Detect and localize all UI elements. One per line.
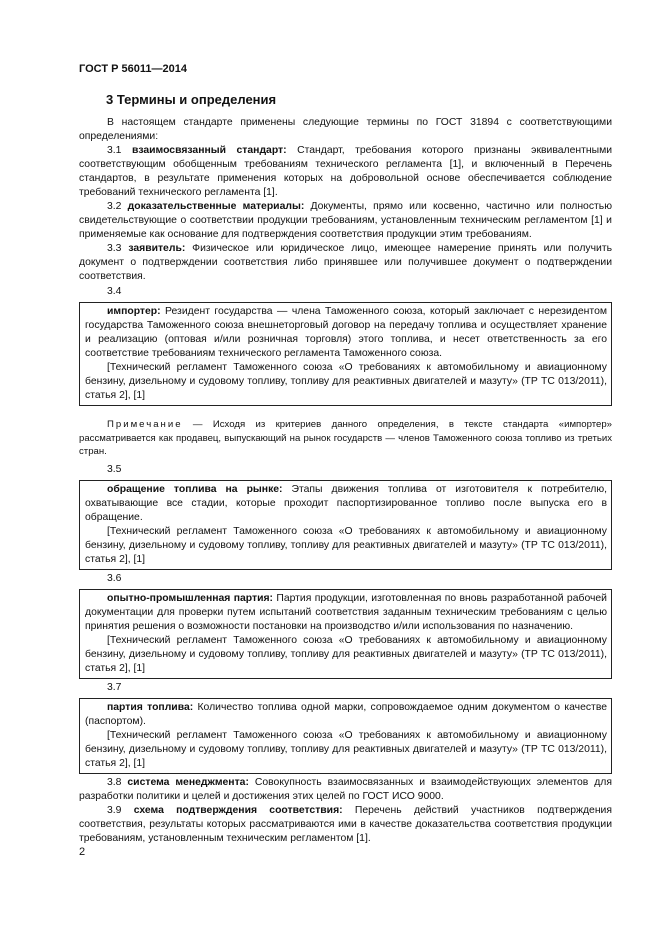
note-text: — Исходя из критериев данного определения, в тексте стандарта «импортер» рассматривается как продавец, выпускающий на рынок государств — членов Таможенного союза топливо из третьих стран. bbox=[79, 419, 612, 457]
term-name: партия топлива: bbox=[107, 701, 194, 713]
term-name: система менеджмента: bbox=[127, 776, 249, 788]
term-number: 3.1 bbox=[107, 145, 122, 156]
term-reference: [Технический регламент Таможенного союза «О требованиях к автомобильному и авиационному бензину, дизельному и судовому топливу, топливу для реактивных двигателей и мазуту» (ТР ТС 013/2011), статья 2], [1] bbox=[85, 362, 607, 401]
term-definition: Количество топлива одной марки, сопровождаемое одним документом о качестве (паспортом). bbox=[85, 701, 607, 727]
section-title: 3 Термины и определения bbox=[106, 92, 277, 107]
term-name: заявитель: bbox=[128, 243, 186, 254]
term-reference: [Технический регламент Таможенного союза «О требованиях к автомобильному и авиационному бензину, дизельному и судовому топливу, топливу для реактивных двигателей и мазуту» (ТР ТС 013/2011), статья 2], [1] bbox=[85, 634, 607, 674]
term-number-3-7: 3.7 bbox=[107, 681, 122, 693]
term-3-5 bbox=[85, 483, 607, 525]
term-definition: Партия продукции, изготовленная по вновь разработанной рабочей документации для проверки путем испытаний соответствия заданным техническим требованиям с целью принятия решения о возможности постановки на производство и/или использования по назначению. bbox=[85, 592, 607, 632]
term-number: 3.2 bbox=[107, 201, 122, 212]
section-intro: В настоящем стандарте применены следующие термины по ГОСТ 31894 с соответствующими определениями: bbox=[79, 117, 612, 142]
term-definition: Физическое или юридическое лицо, имеющее намерение принять или получить документ о подтверждении соответствия либо принявшее или получившее документ о подтверждении соответствия. bbox=[79, 243, 612, 282]
term-number: 3.3 bbox=[107, 243, 122, 254]
note-label: Примечание bbox=[107, 419, 183, 430]
term-number: 3.8 bbox=[107, 776, 122, 788]
term-name: схема подтверждения соответствия: bbox=[133, 804, 343, 816]
term-definition: Этапы движения топлива от изготовителя к потребителю, охватывающие все стадии, которые проходит паспортизированное топливо после выпуска его в обращение. bbox=[85, 483, 607, 523]
term-definition: Резидент государства — члена Таможенного союза, который заключает с нерезидентом государства Таможенного союза внешнеторговый договор на передачу топлива и осуществляет хранение и реализацию (оптовая и/или розничная торговля) этого топлива, и несет ответственность за его соответствие требованиям технического регламента Таможенного союза. bbox=[85, 306, 607, 359]
term-name: импортер: bbox=[107, 306, 161, 317]
term-3-6 bbox=[85, 592, 607, 634]
term-definition: Стандарт, требования которого признаны эквивалентными соответствующим обобщенным требованиям технического регламента [1], и включенный в Перечень стандартов, в результате применения которых на добровольной основе обеспечивается соблюдение требований технического регламента [1]. bbox=[79, 145, 613, 198]
term-3-2 bbox=[79, 200, 612, 242]
note-3-4 bbox=[79, 418, 612, 459]
term-definition: Перечень действий участников подтверждения соответствия, результаты которых рассматриваются ими в качестве доказательства соответствия продукции требованиям, установленным техническим регламентом [1]. bbox=[79, 804, 612, 844]
term-name: опытно-промышленная партия: bbox=[107, 592, 273, 604]
term-number-3-5: 3.5 bbox=[107, 463, 122, 475]
term-3-1 bbox=[79, 144, 612, 200]
term-reference: [Технический регламент Таможенного союза «О требованиях к автомобильному и авиационному бензину, дизельному и судовому топливу, топливу для реактивных двигателей и мазуту» (ТР ТС 013/2011), статья 2], [1] bbox=[85, 525, 607, 565]
document-header: ГОСТ Р 56011—2014 bbox=[79, 63, 187, 75]
term-box-3-5 bbox=[79, 480, 612, 570]
term-box-3-6 bbox=[79, 589, 612, 679]
term-reference: [Технический регламент Таможенного союза «О требованиях к автомобильному и авиационному бензину, дизельному и судовому топливу, топливу для реактивных двигателей и мазуту» (ТР ТС 013/2011), статья 2], [1] bbox=[85, 729, 607, 769]
term-box-3-7 bbox=[79, 698, 612, 774]
term-name: взаимосвязанный стандарт: bbox=[131, 145, 287, 156]
term-number-3-4: 3.4 bbox=[107, 286, 122, 297]
term-3-9 bbox=[79, 804, 612, 846]
term-definition: Совокупность взаимосвязанных и взаимодействующих элементов для разработки политики и целей и достижения этих целей по ГОСТ ИСО 9000. bbox=[79, 776, 612, 802]
term-name: доказательственные материалы: bbox=[127, 201, 305, 212]
term-number-3-6: 3.6 bbox=[107, 572, 122, 584]
term-3-3 bbox=[79, 242, 612, 284]
terms-section bbox=[79, 116, 612, 846]
term-definition: Документы, прямо или косвенно, частично или полностью свидетельствующие о соответствии продукции требованиям, установленным техническим регламентом [1] и применяемые как основание для подтверждения соответствия продукции этим требованиям. bbox=[79, 201, 612, 240]
page-number: 2 bbox=[79, 846, 86, 858]
term-number: 3.9 bbox=[107, 804, 122, 816]
term-3-4 bbox=[85, 305, 607, 361]
term-box-3-4 bbox=[79, 302, 612, 406]
term-3-7 bbox=[85, 701, 607, 729]
term-3-8 bbox=[79, 776, 612, 804]
term-name: обращение топлива на рынке: bbox=[107, 483, 283, 495]
